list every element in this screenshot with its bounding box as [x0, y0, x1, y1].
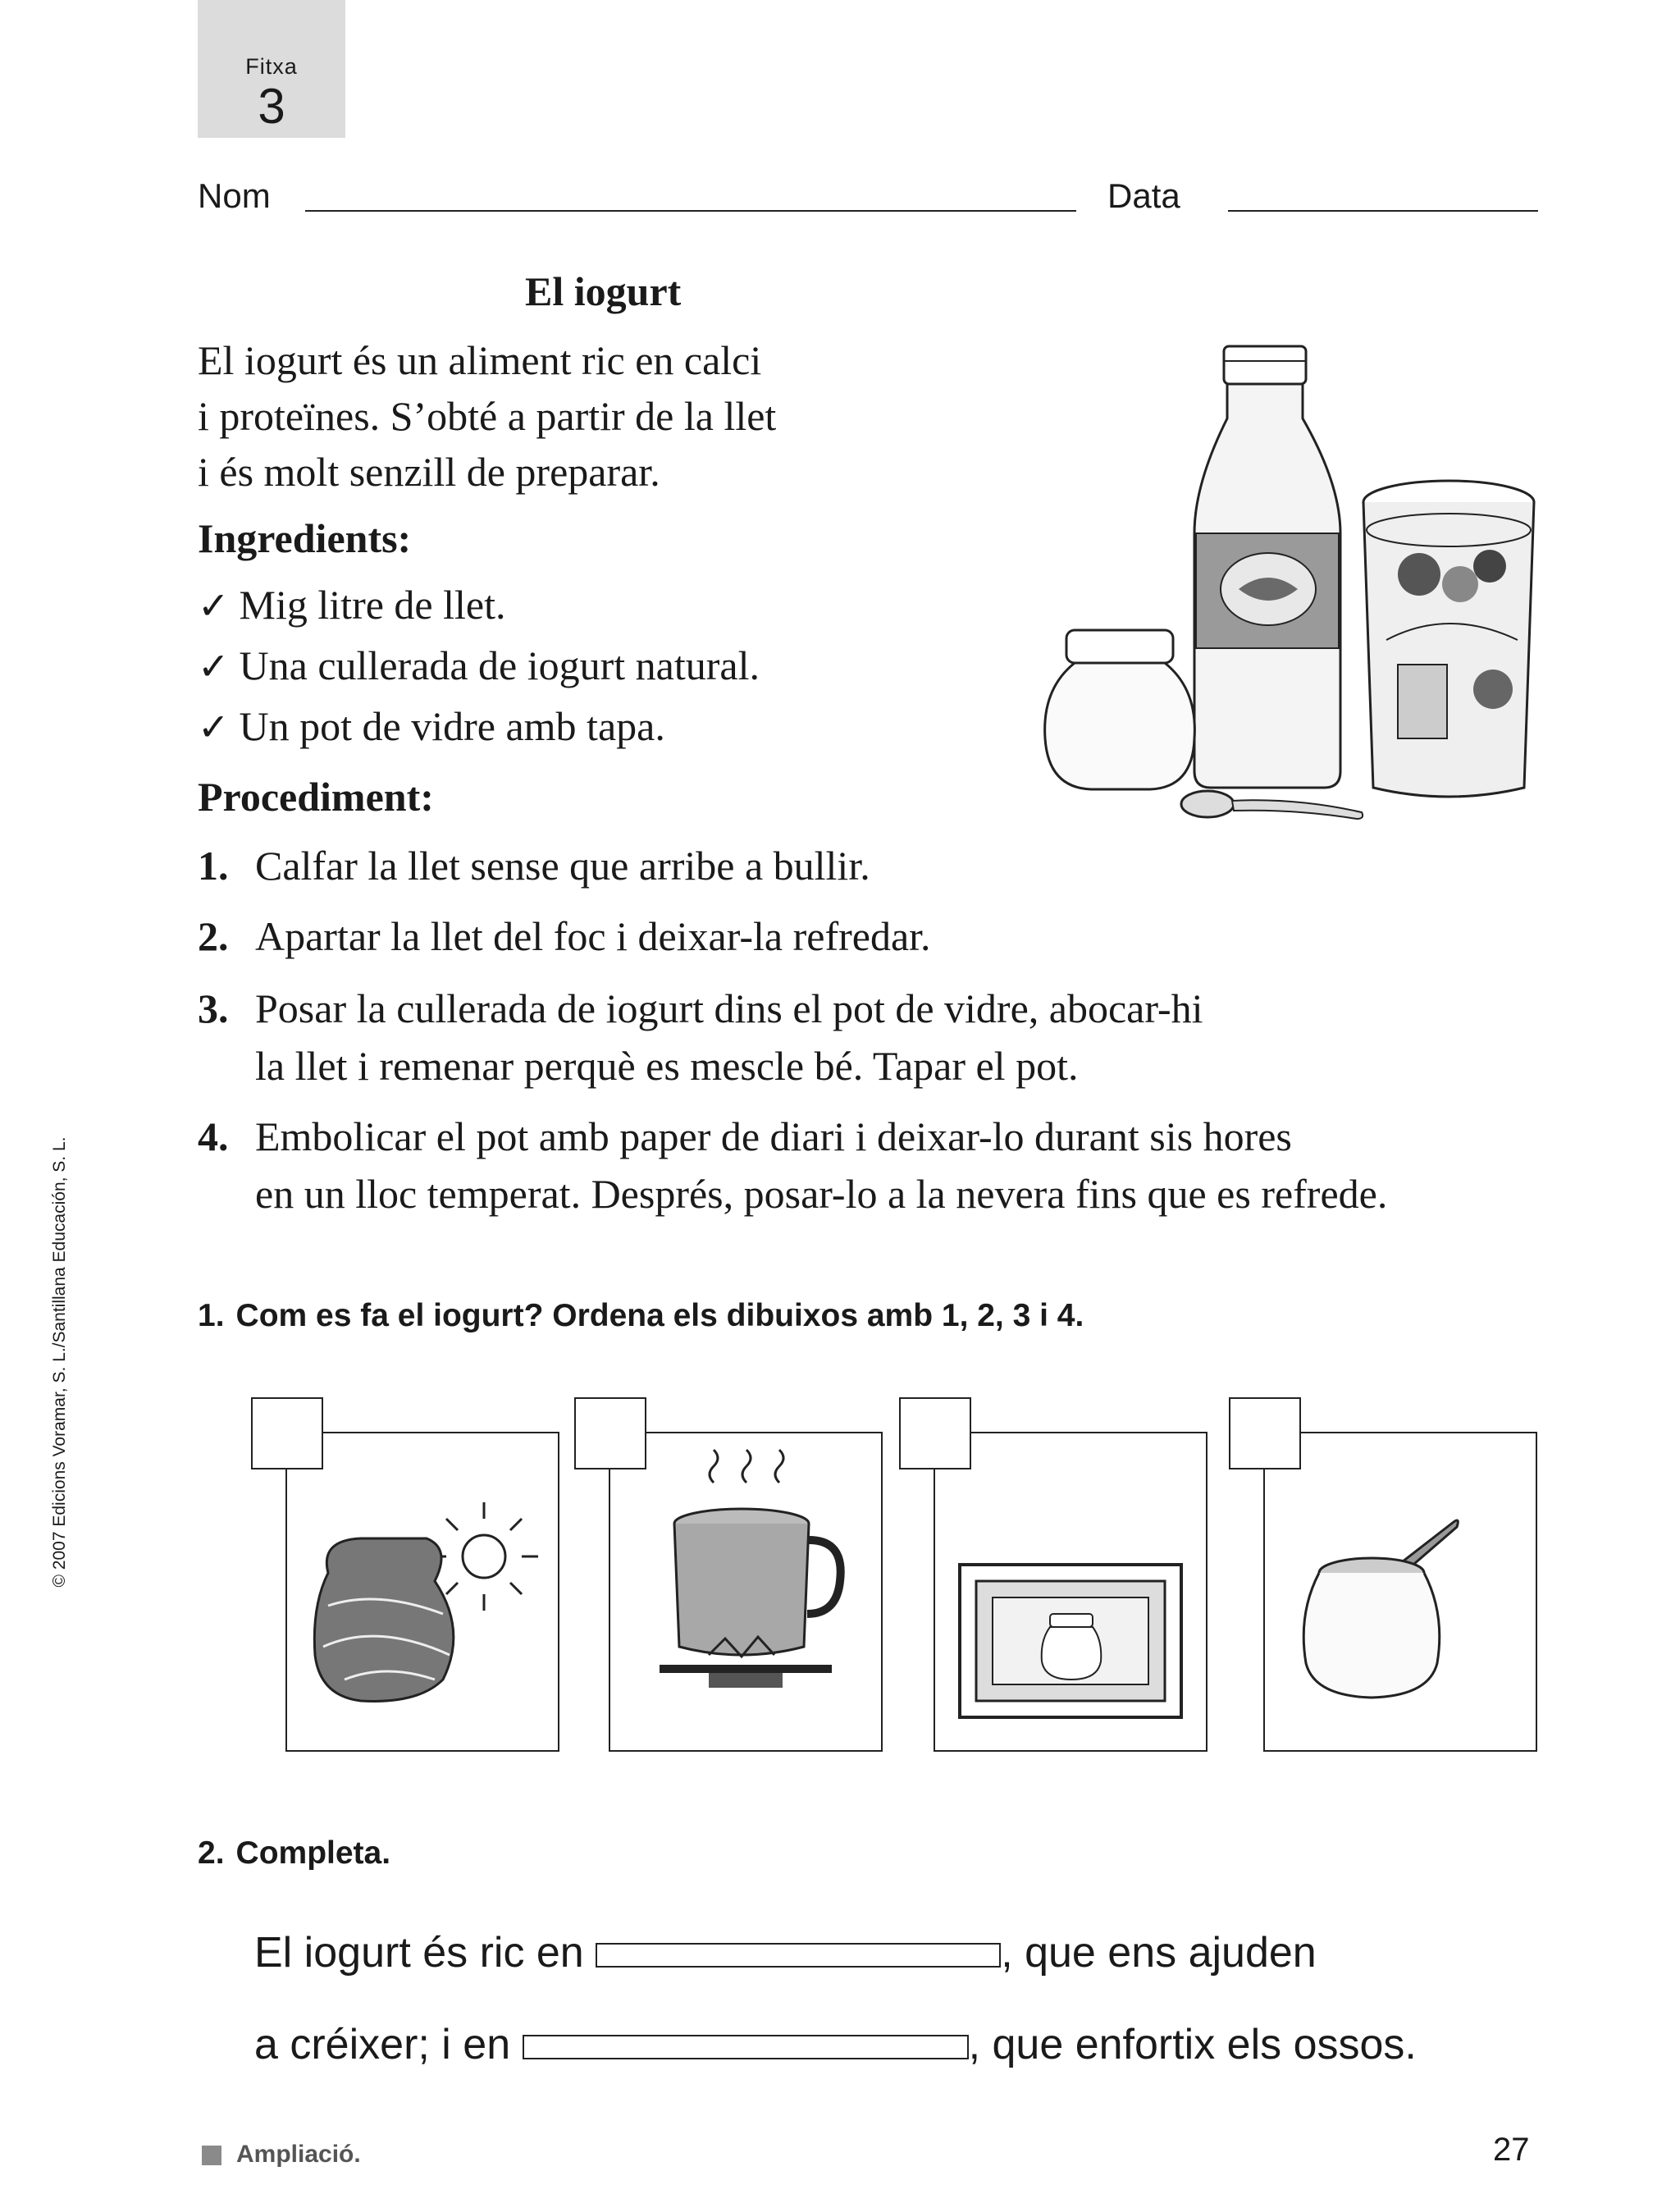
order-box-2[interactable]	[574, 1397, 646, 1469]
answer-blank-2[interactable]	[523, 2035, 969, 2059]
fitxa-tab	[198, 0, 345, 138]
picture-panel-1	[285, 1432, 559, 1752]
picture-panel-3	[934, 1432, 1208, 1752]
page-number: 27	[1493, 2132, 1530, 2168]
wrapped-jar-sun-icon	[287, 1433, 558, 1750]
procedure-step: 2. Apartar la llet del foc i deixar-la refredar.	[198, 913, 931, 959]
procedure-step: 3. Posar la cullerada de iogurt dins el pot de vidre, abocar-hi la llet i remenar perquè es mescle bé. Tapar el pot.	[198, 985, 1203, 1089]
question-1: 1. Com es fa el iogurt? Ordena els dibuixos amb 1, 2, 3 i 4.	[198, 1298, 1084, 1333]
jar-with-spoon-icon	[1265, 1433, 1536, 1750]
fill-sentence-2: a créixer; i en , que enfortix els ossos.	[254, 2021, 1417, 2068]
footer-label: Ampliació.	[236, 2141, 361, 2168]
pot-on-stove-icon	[610, 1433, 881, 1750]
check-icon: ✓	[198, 583, 230, 628]
answer-blank-1[interactable]	[596, 1943, 1001, 1968]
fill-sentence-1: El iogurt és ric en , que ens ajuden	[254, 1929, 1317, 1977]
fitxa-label: Fitxa	[245, 54, 298, 79]
date-field[interactable]	[1228, 210, 1538, 212]
order-box-1[interactable]	[251, 1397, 323, 1469]
check-icon: ✓	[198, 644, 230, 688]
procedure-step: 1. Calfar la llet sense que arribe a bullir.	[198, 843, 870, 889]
name-field[interactable]	[305, 210, 1076, 212]
picture-panel-2	[609, 1432, 883, 1752]
ingredient-item: ✓ Una cullerada de iogurt natural.	[198, 642, 760, 688]
ingredients-heading: Ingredients:	[198, 515, 412, 561]
copyright-text: © 2007 Edicions Voramar, S. L./Santillana Educación, S. L.	[50, 1136, 69, 1588]
intro-line: i proteïnes. S’obté a partir de la llet	[198, 393, 777, 439]
order-box-3[interactable]	[899, 1397, 971, 1469]
check-icon: ✓	[198, 705, 230, 749]
jar-in-fridge-icon	[935, 1433, 1206, 1750]
procedure-step: 4. Embolicar el pot amb paper de diari i deixar-lo durant sis hores en un lloc temperat. Després, posar-lo a la nevera fins que es refrede.	[198, 1113, 1388, 1217]
question-2: 2. Completa.	[198, 1835, 391, 1871]
article-title: El iogurt	[525, 268, 682, 314]
intro-line: i és molt senzill de preparar.	[198, 449, 660, 495]
name-label: Nom	[198, 176, 271, 215]
date-label: Data	[1107, 176, 1180, 215]
milk-bottle-jar-yogurt-spoon-illustration	[1034, 328, 1559, 837]
intro-line: El iogurt és un aliment ric en calci	[198, 337, 762, 383]
ingredient-item: ✓ Mig litre de llet.	[198, 582, 506, 628]
ingredient-item: ✓ Un pot de vidre amb tapa.	[198, 703, 665, 749]
fitxa-number: 3	[258, 79, 285, 134]
article-intro	[198, 332, 776, 500]
procedure-heading: Procediment:	[198, 774, 434, 820]
footer-square-icon	[202, 2146, 221, 2165]
order-box-4[interactable]	[1229, 1397, 1301, 1469]
picture-panel-4	[1263, 1432, 1537, 1752]
